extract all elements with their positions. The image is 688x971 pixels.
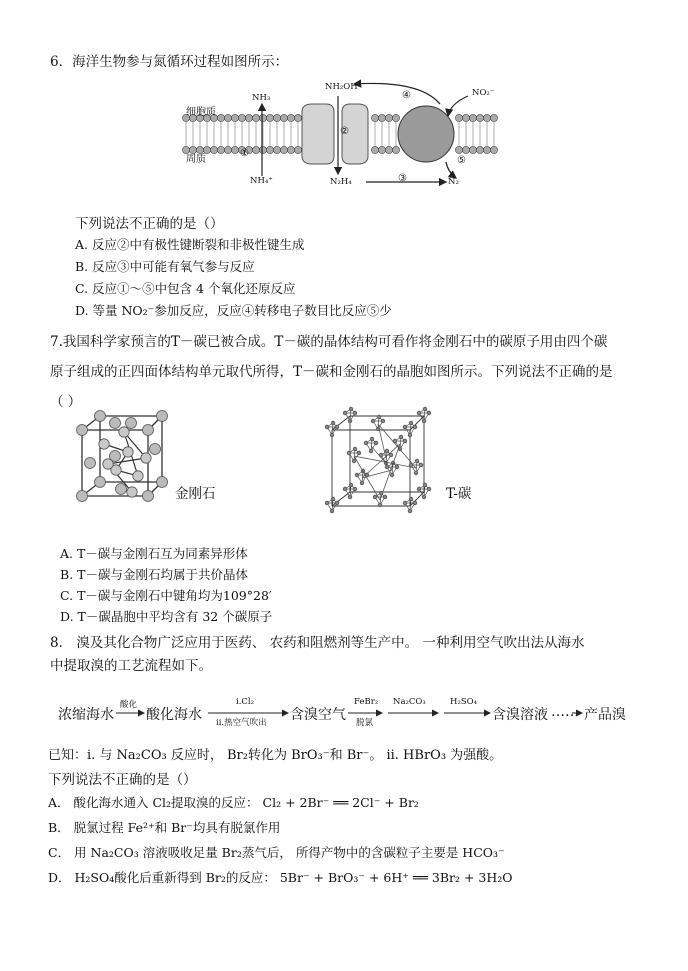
flow-arrow-2-top: i.Cl₂ <box>236 697 255 707</box>
flow-step-4: 含溴溶液 <box>492 707 548 723</box>
label-n2: N₂ <box>448 177 459 187</box>
marker-2: ② <box>340 126 349 137</box>
flow-arrow-1-label: 酸化 <box>120 700 138 710</box>
label-diamond: 金刚石 <box>175 486 216 502</box>
q8-prompt: 下列说法不正确的是（） <box>48 772 197 788</box>
marker-5: ⑤ <box>457 155 466 166</box>
q7-stem-line2: 原子组成的正四面体结构单元取代所得，T－碳和金刚石的晶胞如图所示。下列说法不正确的是 <box>50 364 613 380</box>
q6-prompt: 下列说法不正确的是（） <box>75 216 224 232</box>
label-no2: NO₂⁻ <box>472 88 495 98</box>
flow-arrow-4-top: Na₂CO₃ <box>393 697 426 707</box>
flow-arrow-3-bottom: 脱氯 <box>356 718 374 728</box>
marker-1: ① <box>240 148 249 159</box>
q8-stem-line1: 8． 溴及其化合物广泛应用于医药、 农药和阻燃剂等生产中。 一种利用空气吹出法从海水 <box>50 635 585 651</box>
marker-3: ③ <box>398 173 407 184</box>
label-nh3: NH₃ <box>252 93 271 103</box>
q6-stem: 6．海洋生物参与氮循环过程如图所示： <box>50 54 289 70</box>
marker-4: ④ <box>402 90 411 101</box>
flow-dots: …… <box>551 704 579 720</box>
q8-option-a[interactable]: A． 酸化海水通入 Cl₂提取溴的反应： Cl₂ + 2Br⁻ ══ 2Cl⁻ + Br₂ <box>48 795 419 810</box>
flow-arrow-3-top: FeBr₂ <box>354 697 379 707</box>
q7-stem-line3: （ ） <box>50 394 82 410</box>
q6-option-c[interactable]: C. 反应①～⑤中包含 4 个氧化还原反应 <box>75 281 296 296</box>
label-nh2oh: NH₂OH <box>325 82 358 92</box>
q7-option-c[interactable]: C. T－碳与金刚石中键角均为109°28′ <box>60 588 272 603</box>
q8-stem-line2: 中提取溴的工艺流程如下。 <box>50 658 212 674</box>
q6-option-d[interactable]: D. 等量 NO₂⁻参加反应，反应④转移电子数目比反应⑤少 <box>75 303 392 318</box>
flow-step-3: 含溴空气 <box>290 707 346 723</box>
label-t-carbon: T-碳 <box>446 486 472 502</box>
q8-option-d[interactable]: D． H₂SO₄酸化后重新得到 Br₂的反应： 5Br⁻ + BrO₃⁻ + 6H⁺ ══ 3Br₂ + 3H₂O <box>48 870 513 885</box>
q6-option-a[interactable]: A. 反应②中有极性键断裂和非极性键生成 <box>75 237 305 252</box>
q7-option-b[interactable]: B. T－碳与金刚石均属于共价晶体 <box>60 567 248 582</box>
q6-option-b[interactable]: B. 反应③中可能有氧气参与反应 <box>75 259 255 274</box>
q7-option-a[interactable]: A. T－碳与金刚石互为同素异形体 <box>60 546 248 561</box>
q8-option-c[interactable]: C． 用 Na₂CO₃ 溶液吸收足量 Br₂蒸气后， 所得产物中的含碳粒子主要是 HCO₃⁻ <box>48 845 505 860</box>
q7-option-d[interactable]: D. T－碳晶胞中平均含有 32 个碳原子 <box>60 609 273 624</box>
flow-arrow-5-top: H₂SO₄ <box>450 697 478 707</box>
flow-step-1: 浓缩海水 <box>58 707 114 723</box>
flow-step-5: 产品溴 <box>584 707 626 723</box>
label-periplasm: 周质 <box>186 154 206 165</box>
flow-step-2: 酸化海水 <box>146 707 202 723</box>
q8-option-b[interactable]: B． 脱氯过程 Fe²⁺和 Br⁻均具有脱氯作用 <box>48 820 281 835</box>
flow-arrow-2-bottom: ii.热空气吹出 <box>216 718 267 728</box>
label-cytoplasm: 细胞质 <box>186 107 216 118</box>
q8-known: 已知：i. 与 Na₂CO₃ 反应时， Br₂转化为 BrO₃⁻和 Br⁻。 ii. HBrO₃ 为强酸。 <box>48 748 503 763</box>
q7-stem-line1: 7.我国科学家预言的T－碳已被合成。T－碳的晶体结构可看作将金刚石中的碳原子用由四个碳 <box>50 334 608 350</box>
label-nh4: NH₄⁺ <box>250 176 273 186</box>
label-n2h4: N₂H₄ <box>330 177 352 187</box>
